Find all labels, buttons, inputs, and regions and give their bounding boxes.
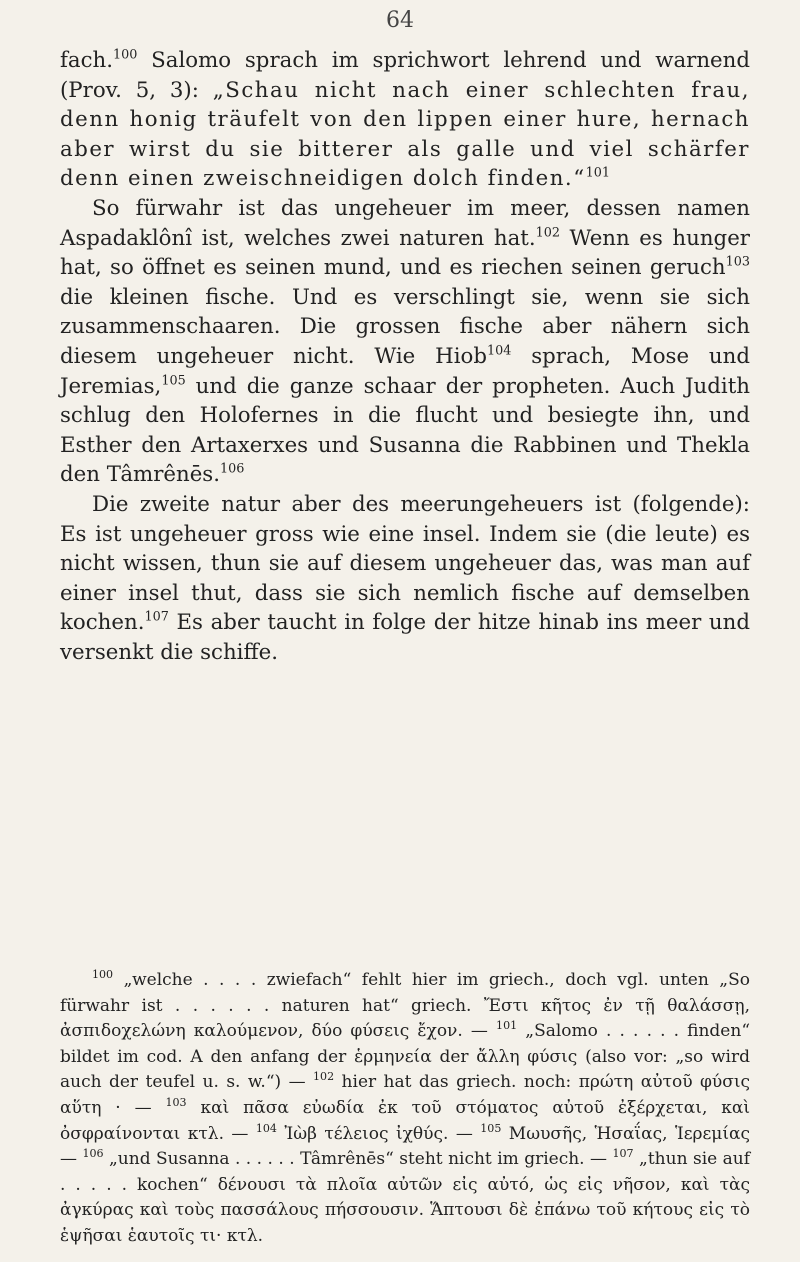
text-run: So fürwahr ist das ungeheuer im meer, dessen namen Aspadaklônî ist, welches zwei naturen hat. xyxy=(60,195,750,251)
footnote-text: „welche . . . . zwiefach“ fehlt hier im griech., doch vgl. unten „So fürwahr ist . . . . . . naturen hat“ griech. Ἔστι κῆτος ἐν τῇ θαλάσσῃ, ἀσπιδοχελώνη καλούμενον, δύο φύσεις ἔχον. — xyxy=(60,970,750,1042)
footnote-ref[interactable]: 103 xyxy=(725,254,750,270)
footnote-ref[interactable]: 104 xyxy=(486,343,512,359)
footnote-number: 107 xyxy=(612,1146,634,1160)
paragraph-1 xyxy=(60,46,750,194)
proverb-quote: „Schau nicht nach einer schlechten frau, denn honig träufelt von den lippen einer hure, hernach aber wirst du sie bitterer als galle und viel schärfer denn einen zweischneidigen dolch finden.“ xyxy=(60,77,751,192)
text-run: und die ganze schaar der propheten. Auch Judith schlug den Holofernes in die flucht und besiegte ihn, und Esther den Artaxerxes und Susanna die Rabbinen und Thekla den Tâmrênēs. xyxy=(60,373,750,488)
footnote-ref[interactable]: 101 xyxy=(585,166,610,182)
footnote-ref[interactable]: 106 xyxy=(220,462,245,478)
footnote-text: hier hat das griech. noch: πρώτη αὐτοῦ φύσις αὕτη · — xyxy=(60,1072,750,1118)
footnote-number: 106 xyxy=(82,1146,104,1160)
footnote-ref[interactable]: 107 xyxy=(144,609,169,625)
footnote-text: „und Susanna . . . . . . Tâmrênēs“ steht nicht im griech. — xyxy=(103,1149,608,1170)
footnote-text: „Salomo . . . . . . finden“ bildet im cod. A den anfang der ἑρμηνεία der ἄλλη φύσις (also vor: „so wird auch der teufel u. s. w.“) — xyxy=(60,1021,751,1093)
footnote-ref[interactable]: 102 xyxy=(535,225,560,241)
page-number: 64 xyxy=(386,8,414,33)
footnote-number: 102 xyxy=(313,1070,335,1084)
text-run: Salomo sprach im sprichwort lehrend und warnend (Prov. 5, 3): xyxy=(60,48,750,103)
text-run: Die zweite natur aber des meerungeheuers ist (folgende): Es ist ungeheuer gross wie eine insel. Indem sie (die leute) es nicht wissen, thun sie auf diesem ungeheuer das, was man auf einer insel thut, dass sie sich nemlich fische auf demselben kochen. xyxy=(60,491,750,636)
footnote-number: 101 xyxy=(496,1019,518,1033)
footnote-number: 104 xyxy=(255,1121,277,1135)
text-run: die kleinen fische. Und es verschlingt sie, wenn sie sich zusammenschaaren. Die grossen fische aber nähern sich diesem ungeheuer nicht. Wie Hiob xyxy=(60,284,750,369)
text-run: sprach, Mose und Jeremias, xyxy=(60,343,750,399)
footnote-number: 100 xyxy=(92,967,114,981)
text-run: fach. xyxy=(60,48,113,73)
footnote xyxy=(60,968,750,1250)
paragraph-3 xyxy=(60,490,750,668)
footnote-ref[interactable]: 100 xyxy=(113,47,138,63)
footnote-number: 103 xyxy=(165,1095,187,1109)
footnote-text: καὶ πᾶσα εὐωδία ἐκ τοῦ στόματος αὐτοῦ ἐξέρχεται, καὶ ὀσφραίνονται κτλ. — xyxy=(60,1097,751,1144)
text-run: Wenn es hunger hat, so öffnet es seinen mund, und es riechen seinen geruch xyxy=(60,225,750,281)
text-run: Es aber taucht in folge der hitze hinab ins meer und versenkt die schiffe. xyxy=(60,610,750,665)
main-text xyxy=(60,46,750,667)
footnote-text: Μωυσῆς, Ἡσαΐας, Ἱερεμίας — xyxy=(60,1123,751,1170)
footnote-ref[interactable]: 105 xyxy=(161,373,186,389)
footnote-text: „thun sie auf . . . . . kochen“ δένουσι τὰ πλοῖα αὐτῶν εἰς αὐτό, ὡς εἰς νῆσον, καὶ τὰς ἀγκύρας καὶ τοὺς πασσάλους πήσσουσιν. Ἅπτουσι δὲ ἐπάνω τοῦ κήτους εἰς τὸ ἑψῆσαι ἑαυτοῖς τι· κτλ. xyxy=(60,1149,751,1246)
footnote-number: 105 xyxy=(480,1121,502,1135)
footnote-text: Ἰὼβ τέλειος ἰχθύς. — xyxy=(276,1123,473,1144)
footnotes xyxy=(60,968,750,1250)
paragraph-2 xyxy=(60,194,750,490)
